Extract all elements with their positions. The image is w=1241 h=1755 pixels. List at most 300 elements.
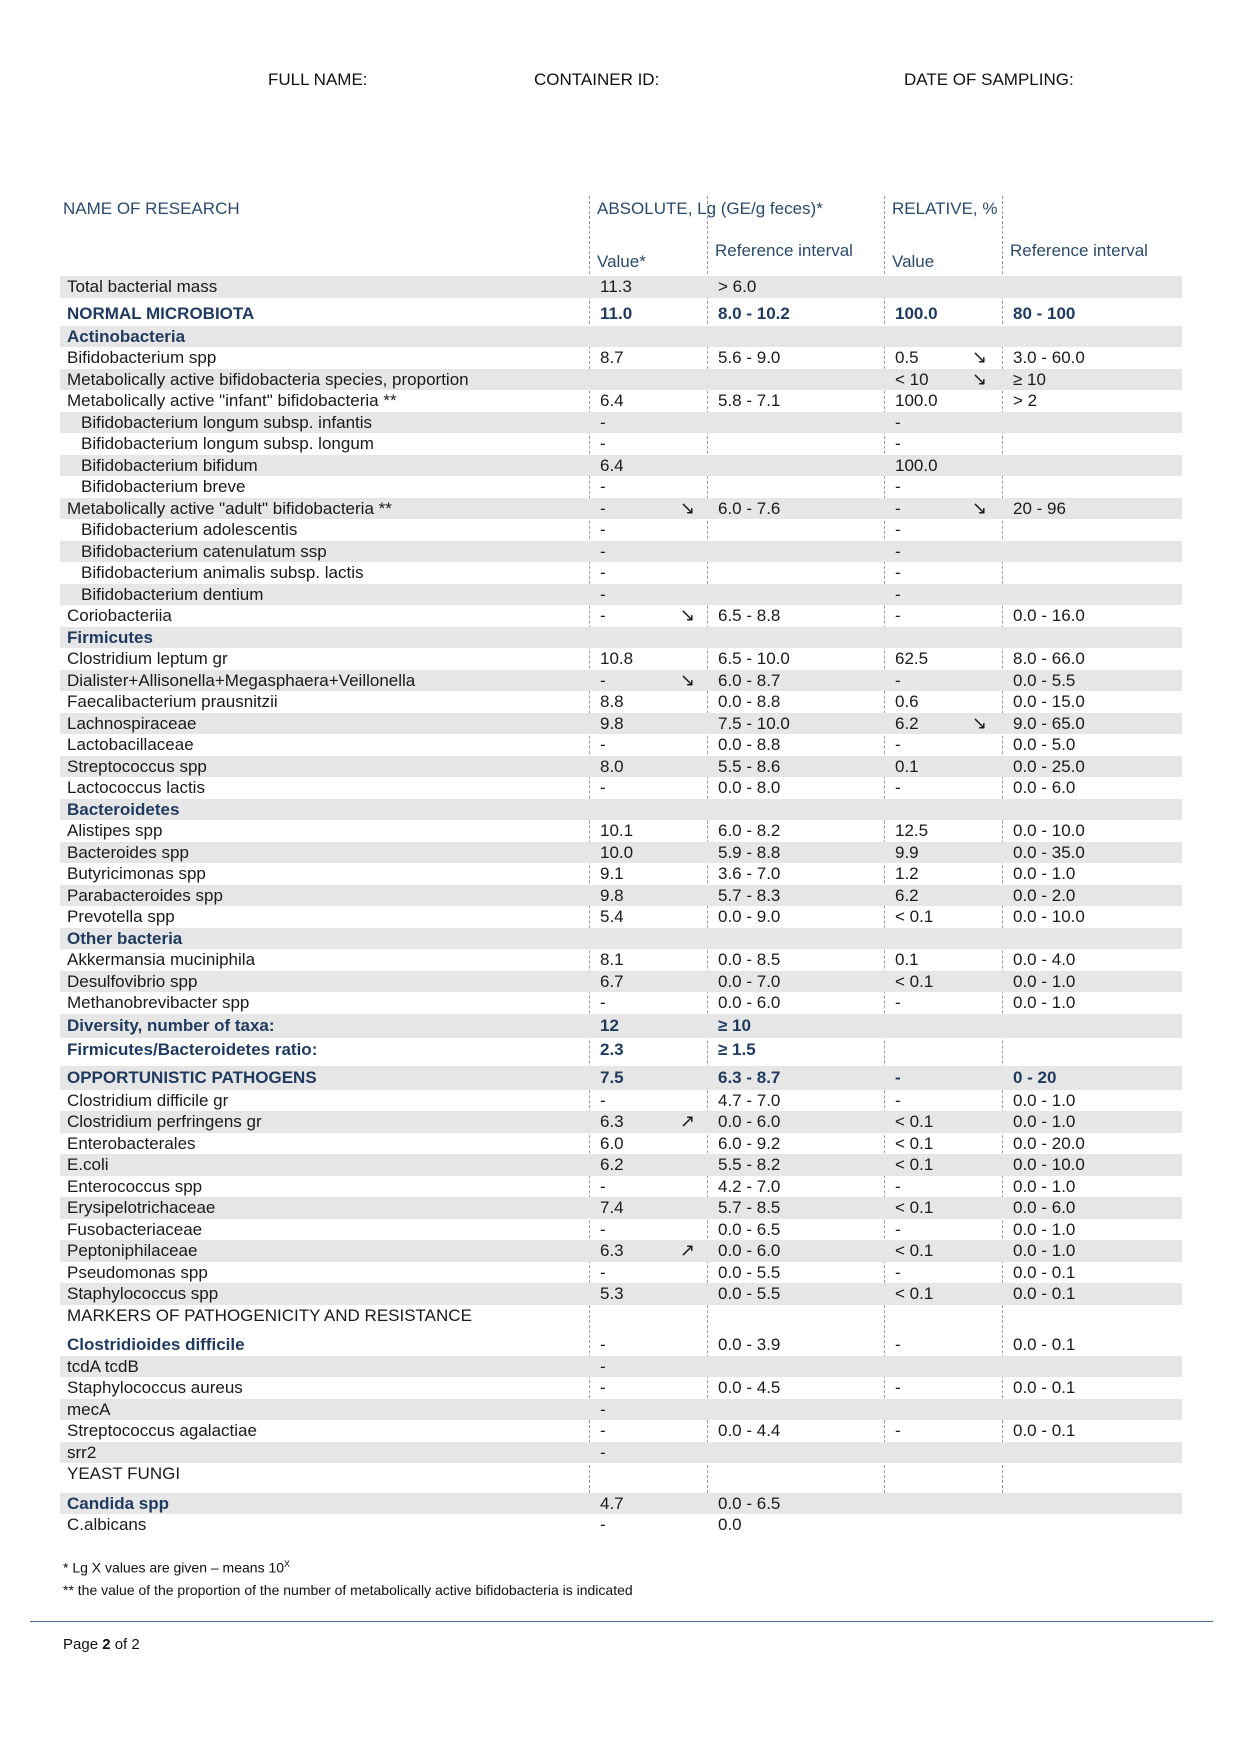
relative-value: < 0.1 bbox=[895, 1284, 934, 1303]
absolute-value: - bbox=[600, 1515, 606, 1534]
absolute-value: - bbox=[600, 606, 606, 625]
relative-reference: 0.0 - 15.0 bbox=[1013, 692, 1085, 711]
absolute-value: - bbox=[600, 1356, 606, 1376]
row-name: Erysipelotrichaceae bbox=[67, 1198, 216, 1217]
row-name: mecA bbox=[67, 1399, 111, 1419]
relative-value: - bbox=[895, 993, 901, 1012]
row-name: Dialister+Allisonella+Megasphaera+Veillonella bbox=[67, 670, 416, 690]
relative-value: 0.1 bbox=[895, 950, 919, 969]
relative-value: 100.0 bbox=[895, 455, 938, 475]
relative-reference: 0.0 - 0.1 bbox=[1013, 1378, 1076, 1397]
absolute-value: - bbox=[600, 993, 606, 1012]
absolute-value: - bbox=[600, 434, 606, 453]
relative-value: 6.2 bbox=[895, 713, 919, 733]
relative-reference: 0.0 - 1.0 bbox=[1013, 993, 1076, 1012]
page-current: 2 bbox=[102, 1636, 111, 1653]
absolute-reference: 0.0 - 5.5 bbox=[718, 1262, 781, 1282]
absolute-value: 11.3 bbox=[600, 277, 632, 296]
row-name: Peptoniphilaceae bbox=[67, 1241, 198, 1260]
relative-value: < 0.1 bbox=[895, 1198, 934, 1217]
table-row bbox=[60, 1111, 1182, 1133]
relative-value: 0.6 bbox=[895, 692, 919, 711]
absolute-reference: 7.5 - 10.0 bbox=[718, 713, 790, 733]
container-id-label: CONTAINER ID: bbox=[534, 70, 660, 89]
row-name: Methanobrevibacter spp bbox=[67, 993, 250, 1012]
relative-value: - bbox=[895, 606, 901, 625]
table-section-row bbox=[60, 799, 1182, 821]
absolute-value: - bbox=[600, 1262, 606, 1282]
absolute-reference: ≥ 1.5 bbox=[718, 1039, 756, 1059]
row-name: Bifidobacterium catenulatum ssp bbox=[81, 541, 327, 561]
table-row bbox=[60, 1154, 1182, 1176]
row-name: Prevotella spp bbox=[67, 907, 175, 926]
table-row bbox=[60, 1262, 1182, 1284]
absolute-value: - bbox=[600, 412, 606, 432]
table-row bbox=[60, 885, 1182, 907]
table-row bbox=[60, 1305, 1182, 1327]
relative-reference: 0.0 - 10.0 bbox=[1013, 907, 1085, 926]
table-row bbox=[60, 1377, 1182, 1399]
row-name: Firmicutes/Bacteroidetes ratio: bbox=[67, 1039, 318, 1059]
table-section-row bbox=[60, 326, 1182, 348]
absolute-value: 5.4 bbox=[600, 907, 624, 926]
relative-reference: 0.0 - 0.1 bbox=[1013, 1421, 1076, 1440]
row-name: Bifidobacterium longum subsp. longum bbox=[81, 434, 374, 453]
table-row bbox=[60, 713, 1182, 735]
table-row bbox=[60, 1066, 1182, 1090]
absolute-value: 2.3 bbox=[600, 1039, 624, 1059]
relative-value: - bbox=[895, 1378, 901, 1397]
relative-value: < 10 bbox=[895, 369, 929, 389]
relative-reference: 3.0 - 60.0 bbox=[1013, 348, 1085, 367]
row-name: Clostridium difficile gr bbox=[67, 1090, 229, 1110]
row-name: Lactobacillaceae bbox=[67, 735, 194, 754]
relative-reference: 0.0 - 4.0 bbox=[1013, 950, 1076, 969]
absolute-reference: 0.0 - 8.8 bbox=[718, 692, 781, 711]
absolute-reference: 0.0 - 6.5 bbox=[718, 1219, 781, 1239]
absolute-value: 9.8 bbox=[600, 885, 624, 905]
absolute-value: - bbox=[600, 563, 606, 582]
relative-value: - bbox=[895, 735, 901, 754]
absolute-reference: 3.6 - 7.0 bbox=[718, 864, 781, 883]
relative-value: 0.5 bbox=[895, 348, 919, 367]
table-row bbox=[60, 971, 1182, 993]
absolute-reference: 0.0 - 5.5 bbox=[718, 1284, 781, 1303]
absolute-value: 8.7 bbox=[600, 348, 624, 367]
relative-trend-arrow: ↘ bbox=[972, 347, 988, 367]
absolute-value: 7.5 bbox=[600, 1067, 624, 1087]
relative-reference: 0.0 - 0.1 bbox=[1013, 1284, 1076, 1303]
row-name: Lachnospiraceae bbox=[67, 713, 197, 733]
table-row bbox=[60, 1176, 1182, 1198]
table-row bbox=[60, 820, 1182, 842]
row-name: Metabolically active "adult" bifidobacteria ** bbox=[67, 498, 392, 518]
page-prefix: Page bbox=[63, 1636, 103, 1653]
table-row bbox=[60, 302, 1182, 326]
table-row bbox=[60, 1133, 1182, 1155]
row-name: Coriobacteriia bbox=[67, 606, 172, 625]
table-section-row bbox=[60, 627, 1182, 649]
footnote-lg-text: * Lg X values are given – means 10 bbox=[63, 1559, 285, 1576]
relative-value: - bbox=[895, 1421, 901, 1440]
relative-reference: 0.0 - 1.0 bbox=[1013, 971, 1076, 991]
absolute-value: 9.1 bbox=[600, 864, 624, 883]
absolute-reference: ≥ 10 bbox=[718, 1015, 751, 1035]
absolute-reference: 6.0 - 7.6 bbox=[718, 498, 781, 518]
relative-trend-arrow: ↘ bbox=[972, 497, 988, 518]
absolute-value: 6.3 bbox=[600, 1112, 624, 1131]
relative-reference: 0.0 - 5.5 bbox=[1013, 670, 1076, 690]
relative-value: < 0.1 bbox=[895, 971, 934, 991]
absolute-value: - bbox=[600, 1399, 606, 1419]
relative-reference: 0.0 - 10.0 bbox=[1013, 1155, 1085, 1174]
footnote-lg bbox=[63, 1559, 290, 1576]
absolute-reference: 5.6 - 9.0 bbox=[718, 348, 781, 367]
relative-reference: 0.0 - 1.0 bbox=[1013, 864, 1076, 883]
relative-value: - bbox=[895, 584, 901, 604]
relative-value: 100.0 bbox=[895, 391, 938, 410]
table-row bbox=[60, 777, 1182, 799]
row-name: C.albicans bbox=[67, 1515, 147, 1534]
col-ref-rel-header: Reference interval bbox=[1010, 241, 1148, 260]
table-row bbox=[60, 1356, 1182, 1378]
row-name: Bacteroidetes bbox=[67, 799, 180, 819]
table-row bbox=[60, 276, 1182, 298]
row-name: Clostridioides difficile bbox=[67, 1335, 245, 1354]
relative-reference: 0.0 - 10.0 bbox=[1013, 821, 1085, 840]
absolute-value: - bbox=[600, 1176, 606, 1196]
row-name: Clostridium leptum gr bbox=[67, 649, 228, 668]
relative-value: 6.2 bbox=[895, 885, 919, 905]
row-name: Staphylococcus spp bbox=[67, 1284, 219, 1303]
relative-value: - bbox=[895, 563, 901, 582]
absolute-value: - bbox=[600, 1421, 606, 1440]
table-row bbox=[60, 906, 1182, 928]
absolute-value: - bbox=[600, 778, 606, 797]
table-row bbox=[60, 734, 1182, 756]
row-name: Desulfovibrio spp bbox=[67, 971, 198, 991]
absolute-value: 5.3 bbox=[600, 1284, 624, 1303]
absolute-value: - bbox=[600, 1335, 606, 1354]
absolute-value: 6.4 bbox=[600, 455, 624, 475]
table-row bbox=[60, 1442, 1182, 1464]
row-name: Bacteroides spp bbox=[67, 842, 189, 862]
relative-reference: 0.0 - 0.1 bbox=[1013, 1335, 1076, 1354]
relative-value: - bbox=[895, 670, 901, 690]
table-row bbox=[60, 1090, 1182, 1112]
absolute-value: - bbox=[600, 541, 606, 561]
relative-reference: 0.0 - 6.0 bbox=[1013, 1198, 1076, 1217]
row-name: Streptococcus agalactiae bbox=[67, 1421, 257, 1440]
table-row bbox=[60, 1463, 1182, 1485]
relative-value: < 0.1 bbox=[895, 1133, 934, 1153]
row-name: Parabacteroides spp bbox=[67, 885, 223, 905]
table-row bbox=[60, 1038, 1182, 1062]
absolute-value: - bbox=[600, 1090, 606, 1110]
table-row bbox=[60, 1399, 1182, 1421]
footnote-bifido: ** the value of the proportion of the number of metabolically active bifidobacteria is indicated bbox=[63, 1582, 633, 1598]
row-name: Faecalibacterium prausnitzii bbox=[67, 692, 278, 711]
table-row bbox=[60, 369, 1182, 391]
results-table bbox=[60, 276, 1182, 1536]
absolute-value: 4.7 bbox=[600, 1493, 624, 1513]
relative-reference: 0.0 - 1.0 bbox=[1013, 1112, 1076, 1131]
relative-reference: 20 - 96 bbox=[1013, 498, 1066, 518]
relative-reference: 0.0 - 1.0 bbox=[1013, 1090, 1076, 1110]
absolute-reference: 5.7 - 8.5 bbox=[718, 1198, 781, 1217]
table-row bbox=[60, 347, 1182, 369]
table-row bbox=[60, 1240, 1182, 1262]
row-name: Other bacteria bbox=[67, 928, 183, 948]
absolute-reference: > 6.0 bbox=[718, 277, 757, 296]
absolute-value: - bbox=[600, 498, 606, 518]
relative-reference: 0.0 - 16.0 bbox=[1013, 606, 1085, 625]
relative-value: - bbox=[895, 1262, 901, 1282]
absolute-value: 10.0 bbox=[600, 842, 634, 862]
table-row bbox=[60, 433, 1182, 455]
table-row bbox=[60, 1014, 1182, 1038]
page-suffix: of 2 bbox=[110, 1636, 140, 1653]
row-name: YEAST FUNGI bbox=[67, 1464, 181, 1483]
table-row bbox=[60, 691, 1182, 713]
row-name: Diversity, number of taxa: bbox=[67, 1015, 275, 1035]
row-name: srr2 bbox=[67, 1442, 97, 1462]
absolute-reference: 5.5 - 8.6 bbox=[718, 756, 781, 776]
table-row bbox=[60, 390, 1182, 412]
table-row bbox=[60, 1219, 1182, 1241]
relative-trend-arrow: ↘ bbox=[972, 368, 988, 389]
absolute-value: - bbox=[600, 735, 606, 754]
table-row bbox=[60, 670, 1182, 692]
col-ref-abs-header: Reference interval bbox=[715, 241, 853, 260]
relative-reference: ≥ 10 bbox=[1013, 369, 1046, 389]
row-name: Pseudomonas spp bbox=[67, 1262, 208, 1282]
row-name: Actinobacteria bbox=[67, 326, 186, 346]
table-row bbox=[60, 1197, 1182, 1219]
absolute-reference: 0.0 - 6.0 bbox=[718, 1112, 781, 1131]
absolute-value: 8.1 bbox=[600, 950, 624, 969]
absolute-value: 6.4 bbox=[600, 391, 624, 410]
table-row bbox=[60, 584, 1182, 606]
table-row bbox=[60, 498, 1182, 520]
relative-value: - bbox=[895, 1067, 901, 1087]
col-value-rel-header: Value bbox=[892, 252, 935, 271]
relative-value: < 0.1 bbox=[895, 907, 934, 926]
row-name: Bifidobacterium bifidum bbox=[81, 455, 258, 475]
absolute-value: 6.7 bbox=[600, 971, 624, 991]
relative-value: - bbox=[895, 1176, 901, 1196]
absolute-value: 10.8 bbox=[600, 649, 634, 668]
absolute-reference: 5.9 - 8.8 bbox=[718, 842, 781, 862]
relative-value: 9.9 bbox=[895, 842, 919, 862]
relative-value: - bbox=[895, 520, 901, 539]
relative-value: - bbox=[895, 541, 901, 561]
table-row bbox=[60, 455, 1182, 477]
absolute-reference: 5.7 - 8.3 bbox=[718, 885, 781, 905]
row-name: NORMAL MICROBIOTA bbox=[67, 303, 255, 323]
row-name: Staphylococcus aureus bbox=[67, 1378, 243, 1397]
table-row bbox=[60, 842, 1182, 864]
absolute-reference: 0.0 - 3.9 bbox=[718, 1335, 781, 1354]
relative-value: 12.5 bbox=[895, 821, 929, 840]
absolute-value: 8.8 bbox=[600, 692, 624, 711]
relative-value: 100.0 bbox=[895, 303, 938, 323]
absolute-value: 6.0 bbox=[600, 1133, 624, 1153]
row-name: Firmicutes bbox=[67, 627, 153, 647]
row-name: Bifidobacterium breve bbox=[81, 477, 246, 496]
row-name: Akkermansia muciniphila bbox=[67, 950, 256, 969]
row-name: Alistipes spp bbox=[67, 821, 163, 840]
row-name: Metabolically active bifidobacteria species, proportion bbox=[67, 369, 469, 389]
table-row bbox=[60, 605, 1182, 627]
row-name: Lactococcus lactis bbox=[67, 778, 205, 797]
table-row bbox=[60, 756, 1182, 778]
absolute-reference: 6.0 - 8.7 bbox=[718, 670, 781, 690]
row-name: Enterococcus spp bbox=[67, 1176, 203, 1196]
footer-rule bbox=[30, 1621, 1213, 1622]
relative-reference: 8.0 - 66.0 bbox=[1013, 649, 1085, 668]
table-row bbox=[60, 476, 1182, 498]
absolute-reference: 6.0 - 8.2 bbox=[718, 821, 781, 840]
relative-value: < 0.1 bbox=[895, 1155, 934, 1174]
relative-reference: 0.0 - 35.0 bbox=[1013, 842, 1085, 862]
relative-value: 0.1 bbox=[895, 756, 919, 776]
relative-value: - bbox=[895, 1335, 901, 1354]
relative-reference: 0.0 - 6.0 bbox=[1013, 778, 1076, 797]
absolute-value: 9.8 bbox=[600, 713, 624, 733]
relative-value: - bbox=[895, 434, 901, 453]
table-section-row bbox=[60, 1493, 1182, 1515]
absolute-reference: 6.0 - 9.2 bbox=[718, 1133, 781, 1153]
absolute-trend-arrow: ↘ bbox=[680, 669, 696, 690]
row-name: tcdA tcdB bbox=[67, 1356, 139, 1376]
row-name: Bifidobacterium animalis subsp. lactis bbox=[81, 563, 364, 582]
absolute-reference: 6.3 - 8.7 bbox=[718, 1067, 781, 1087]
absolute-value: - bbox=[600, 1219, 606, 1239]
relative-trend-arrow: ↘ bbox=[972, 712, 988, 733]
row-name: Bifidobacterium longum subsp. infantis bbox=[81, 412, 373, 432]
absolute-reference: 0.0 - 6.0 bbox=[718, 993, 781, 1012]
absolute-reference: 0.0 - 8.5 bbox=[718, 950, 781, 969]
relative-value: - bbox=[895, 412, 901, 432]
absolute-value: - bbox=[600, 520, 606, 539]
absolute-reference: 0.0 - 4.4 bbox=[718, 1421, 781, 1440]
relative-value: - bbox=[895, 778, 901, 797]
absolute-reference: 0.0 - 6.0 bbox=[718, 1241, 781, 1260]
relative-value: 1.2 bbox=[895, 864, 919, 883]
relative-reference: 0.0 - 1.0 bbox=[1013, 1241, 1076, 1260]
relative-value: - bbox=[895, 477, 901, 496]
absolute-value: 11.0 bbox=[600, 303, 633, 323]
absolute-reference: 4.2 - 7.0 bbox=[718, 1176, 781, 1196]
absolute-value: - bbox=[600, 1378, 606, 1397]
relative-reference: 0.0 - 1.0 bbox=[1013, 1176, 1076, 1196]
row-name: E.coli bbox=[67, 1155, 109, 1174]
row-name: Bifidobacterium spp bbox=[67, 348, 217, 367]
absolute-value: - bbox=[600, 584, 606, 604]
table-row bbox=[60, 1420, 1182, 1442]
absolute-reference: 0.0 - 8.0 bbox=[718, 778, 781, 797]
absolute-reference: 5.5 - 8.2 bbox=[718, 1155, 781, 1174]
absolute-reference: 0.0 bbox=[718, 1515, 742, 1534]
absolute-reference: 0.0 - 7.0 bbox=[718, 971, 781, 991]
relative-reference: 0.0 - 2.0 bbox=[1013, 885, 1076, 905]
col-name-header: NAME OF RESEARCH bbox=[63, 199, 240, 218]
absolute-reference: 6.5 - 8.8 bbox=[718, 606, 781, 625]
row-name: Bifidobacterium dentium bbox=[81, 584, 264, 604]
relative-value: < 0.1 bbox=[895, 1112, 934, 1131]
absolute-value: - bbox=[600, 1442, 606, 1462]
absolute-reference: 8.0 - 10.2 bbox=[718, 303, 790, 323]
row-name: Total bacterial mass bbox=[67, 277, 218, 296]
relative-reference: 0.0 - 0.1 bbox=[1013, 1262, 1076, 1282]
relative-reference: 0.0 - 25.0 bbox=[1013, 756, 1085, 776]
table-row bbox=[60, 992, 1182, 1014]
table-row bbox=[60, 949, 1182, 971]
date-of-sampling-label: DATE OF SAMPLING: bbox=[904, 70, 1074, 89]
row-name: Streptococcus spp bbox=[67, 756, 207, 776]
absolute-reference: 4.7 - 7.0 bbox=[718, 1090, 781, 1110]
absolute-value: 6.3 bbox=[600, 1241, 624, 1260]
absolute-trend-arrow: ↘ bbox=[680, 605, 696, 625]
table-section-row bbox=[60, 1334, 1182, 1356]
absolute-trend-arrow: ↗ bbox=[680, 1111, 696, 1131]
row-name: Fusobacteriaceae bbox=[67, 1219, 203, 1239]
absolute-value: - bbox=[600, 670, 606, 690]
absolute-reference: 0.0 - 4.5 bbox=[718, 1378, 781, 1397]
absolute-value: 6.2 bbox=[600, 1155, 624, 1174]
absolute-reference: 0.0 - 6.5 bbox=[718, 1493, 781, 1513]
col-value-abs-header: Value* bbox=[597, 252, 646, 271]
row-name: OPPORTUNISTIC PATHOGENS bbox=[67, 1067, 317, 1087]
page-number bbox=[63, 1636, 140, 1653]
relative-value: - bbox=[895, 1219, 901, 1239]
row-name: Candida spp bbox=[67, 1493, 170, 1513]
relative-value: 62.5 bbox=[895, 649, 929, 668]
table-row bbox=[60, 519, 1182, 541]
table-row bbox=[60, 1283, 1182, 1305]
absolute-value: 12 bbox=[600, 1015, 619, 1035]
table-row bbox=[60, 1514, 1182, 1536]
table-section-row bbox=[60, 928, 1182, 950]
row-name: MARKERS OF PATHOGENICITY AND RESISTANCE bbox=[67, 1305, 472, 1325]
absolute-value: 7.4 bbox=[600, 1198, 624, 1217]
table-row bbox=[60, 863, 1182, 885]
table-row bbox=[60, 412, 1182, 434]
relative-value: - bbox=[895, 1090, 901, 1110]
absolute-value: 10.1 bbox=[600, 821, 634, 840]
relative-reference: 0.0 - 5.0 bbox=[1013, 735, 1076, 754]
table-row bbox=[60, 541, 1182, 563]
relative-reference: > 2 bbox=[1013, 391, 1038, 410]
table-row bbox=[60, 648, 1182, 670]
full-name-label: FULL NAME: bbox=[268, 70, 368, 89]
relative-reference: 80 - 100 bbox=[1013, 303, 1076, 323]
absolute-reference: 0.0 - 9.0 bbox=[718, 907, 781, 926]
relative-reference: 0 - 20 bbox=[1013, 1067, 1057, 1087]
absolute-value: - bbox=[600, 477, 606, 496]
absolute-reference: 6.5 - 10.0 bbox=[718, 649, 790, 668]
row-name: Metabolically active "infant" bifidobacteria ** bbox=[67, 391, 397, 410]
table-row bbox=[60, 562, 1182, 584]
relative-reference: 0.0 - 20.0 bbox=[1013, 1133, 1085, 1153]
relative-reference: 0.0 - 1.0 bbox=[1013, 1219, 1076, 1239]
col-absolute-header: ABSOLUTE, Lg (GE/g feces)* bbox=[597, 199, 823, 218]
absolute-trend-arrow: ↗ bbox=[680, 1240, 696, 1260]
relative-value: - bbox=[895, 498, 901, 518]
row-name: Bifidobacterium adolescentis bbox=[81, 520, 298, 539]
absolute-trend-arrow: ↘ bbox=[680, 497, 696, 518]
